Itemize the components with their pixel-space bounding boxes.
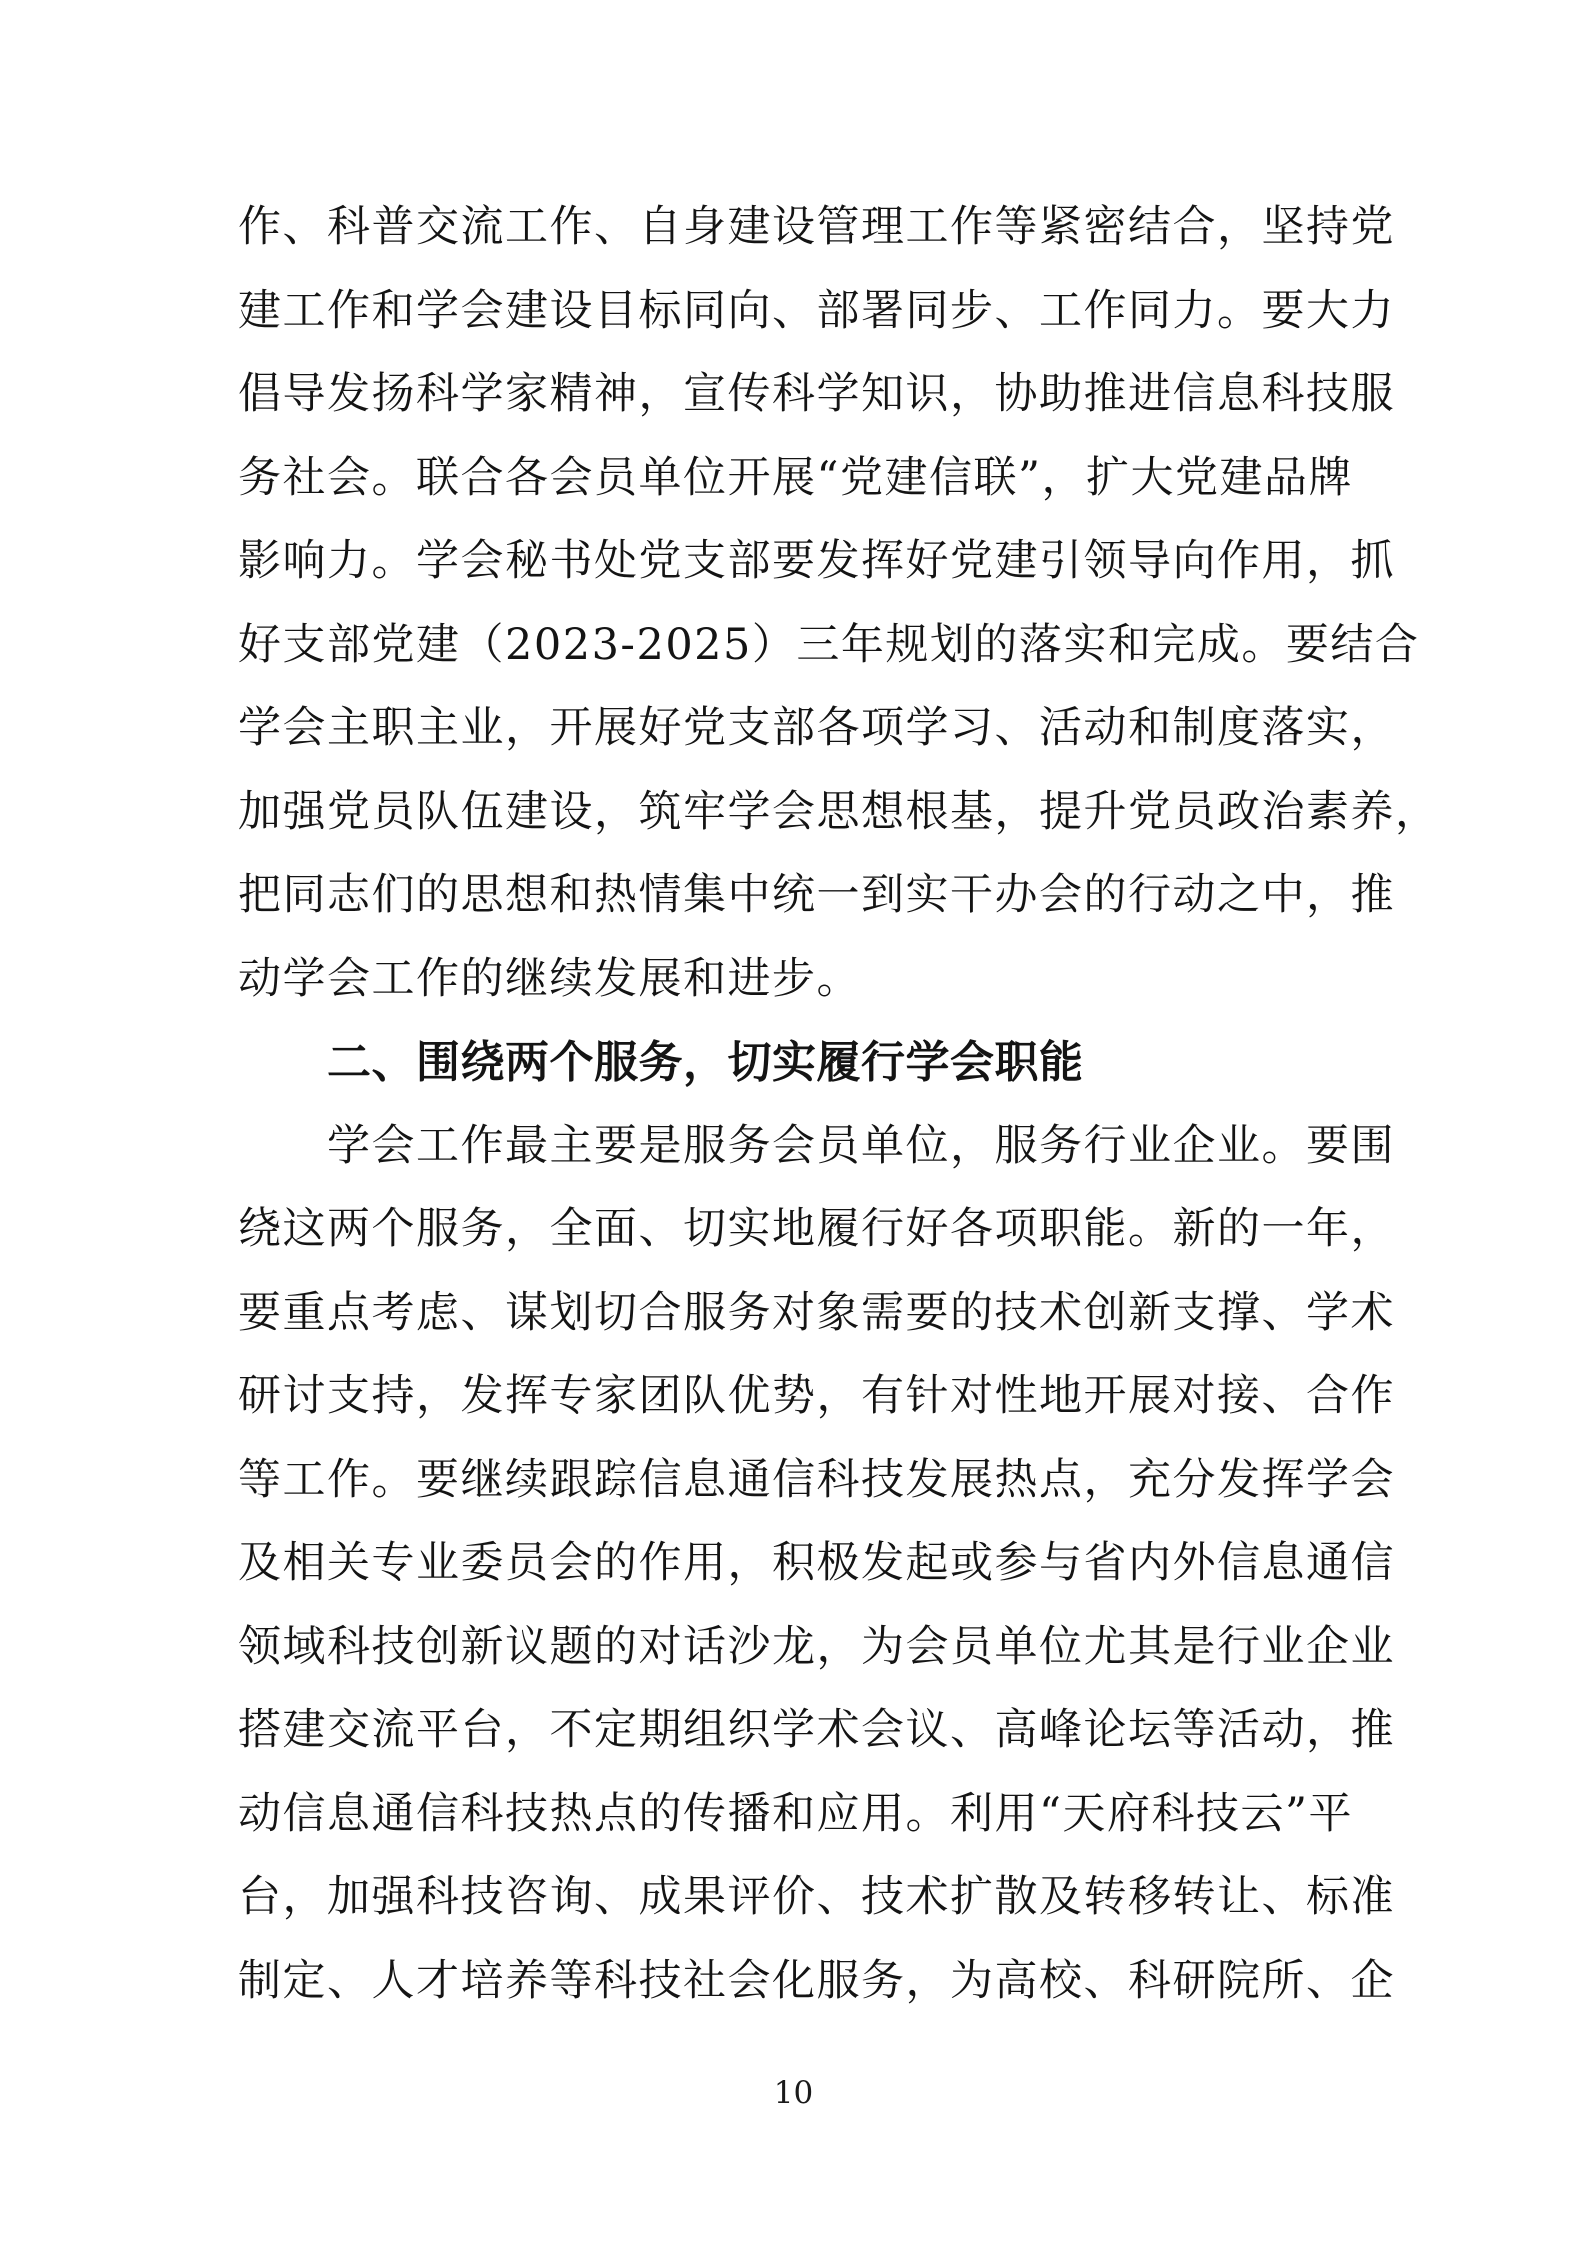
- body-text-line: 务社会。联合各会员单位开展“党建信联”，扩大党建品牌: [238, 452, 1353, 503]
- body-text-line: 动信息通信科技热点的传播和应用。利用“天府科技云”平: [238, 1788, 1353, 1839]
- body-text-line: 台，加强科技咨询、成果评价、技术扩散及转移转让、标准: [238, 1872, 1395, 1922]
- body-text-line: 搭建交流平台，不定期组织学术会议、高峰论坛等活动，推: [238, 1705, 1395, 1755]
- body-text-line: 绕这两个服务，全面、切实地履行好各项职能。新的一年，: [238, 1204, 1395, 1254]
- page-number: 10: [773, 2075, 814, 2111]
- paragraph-continuation: [238, 186, 1440, 1021]
- document-text-block: [238, 186, 1440, 2023]
- paragraph-body: [238, 1105, 1395, 2024]
- body-text-line: 动学会工作的继续发展和进步。: [238, 953, 861, 1004]
- section-heading: 二、围绕两个服务，切实履行学会职能: [327, 1037, 1084, 1088]
- body-text-line: 制定、人才培养等科技社会化服务，为高校、科研院所、企: [238, 1955, 1395, 2006]
- body-text-line: 作、科普交流工作、自身建设管理工作等紧密结合，坚持党: [238, 202, 1395, 252]
- body-text-line: 把同志们的思想和热情集中统一到实干办会的行动之中，推: [238, 870, 1395, 920]
- body-text-line: 加强党员队伍建设，筑牢学会思想根基，提升党员政治素养，: [238, 786, 1440, 837]
- body-text-line: 及相关专业委员会的作用，积极发起或参与省内外信息通信: [238, 1538, 1395, 1588]
- body-text-line: 领域科技创新议题的对话沙龙，为会员单位尤其是行业企业: [238, 1621, 1395, 1672]
- body-text-line: 学会主职主业，开展好党支部各项学习、活动和制度落实，: [238, 703, 1395, 753]
- body-text-line: 学会工作最主要是服务会员单位，服务行业企业。要围: [327, 1120, 1395, 1171]
- body-text-line: 等工作。要继续跟踪信息通信科技发展热点，充分发挥学会: [238, 1454, 1395, 1505]
- body-text-line: 影响力。学会秘书处党支部要发挥好党建引领导向作用，抓: [238, 536, 1395, 586]
- body-text-line: 好支部党建（2023-2025）三年规划的落实和完成。要结合: [238, 619, 1420, 670]
- body-text-line: 要重点考虑、谋划切合服务对象需要的技术创新支撑、学术: [238, 1287, 1395, 1338]
- body-text-line: 研讨支持，发挥专家团队优势，有针对性地开展对接、合作: [238, 1371, 1395, 1421]
- body-text-line: 倡导发扬科学家精神，宣传科学知识，协助推进信息科技服: [238, 369, 1395, 419]
- body-text-line: 建工作和学会建设目标同向、部署同步、工作同力。要大力: [238, 285, 1395, 336]
